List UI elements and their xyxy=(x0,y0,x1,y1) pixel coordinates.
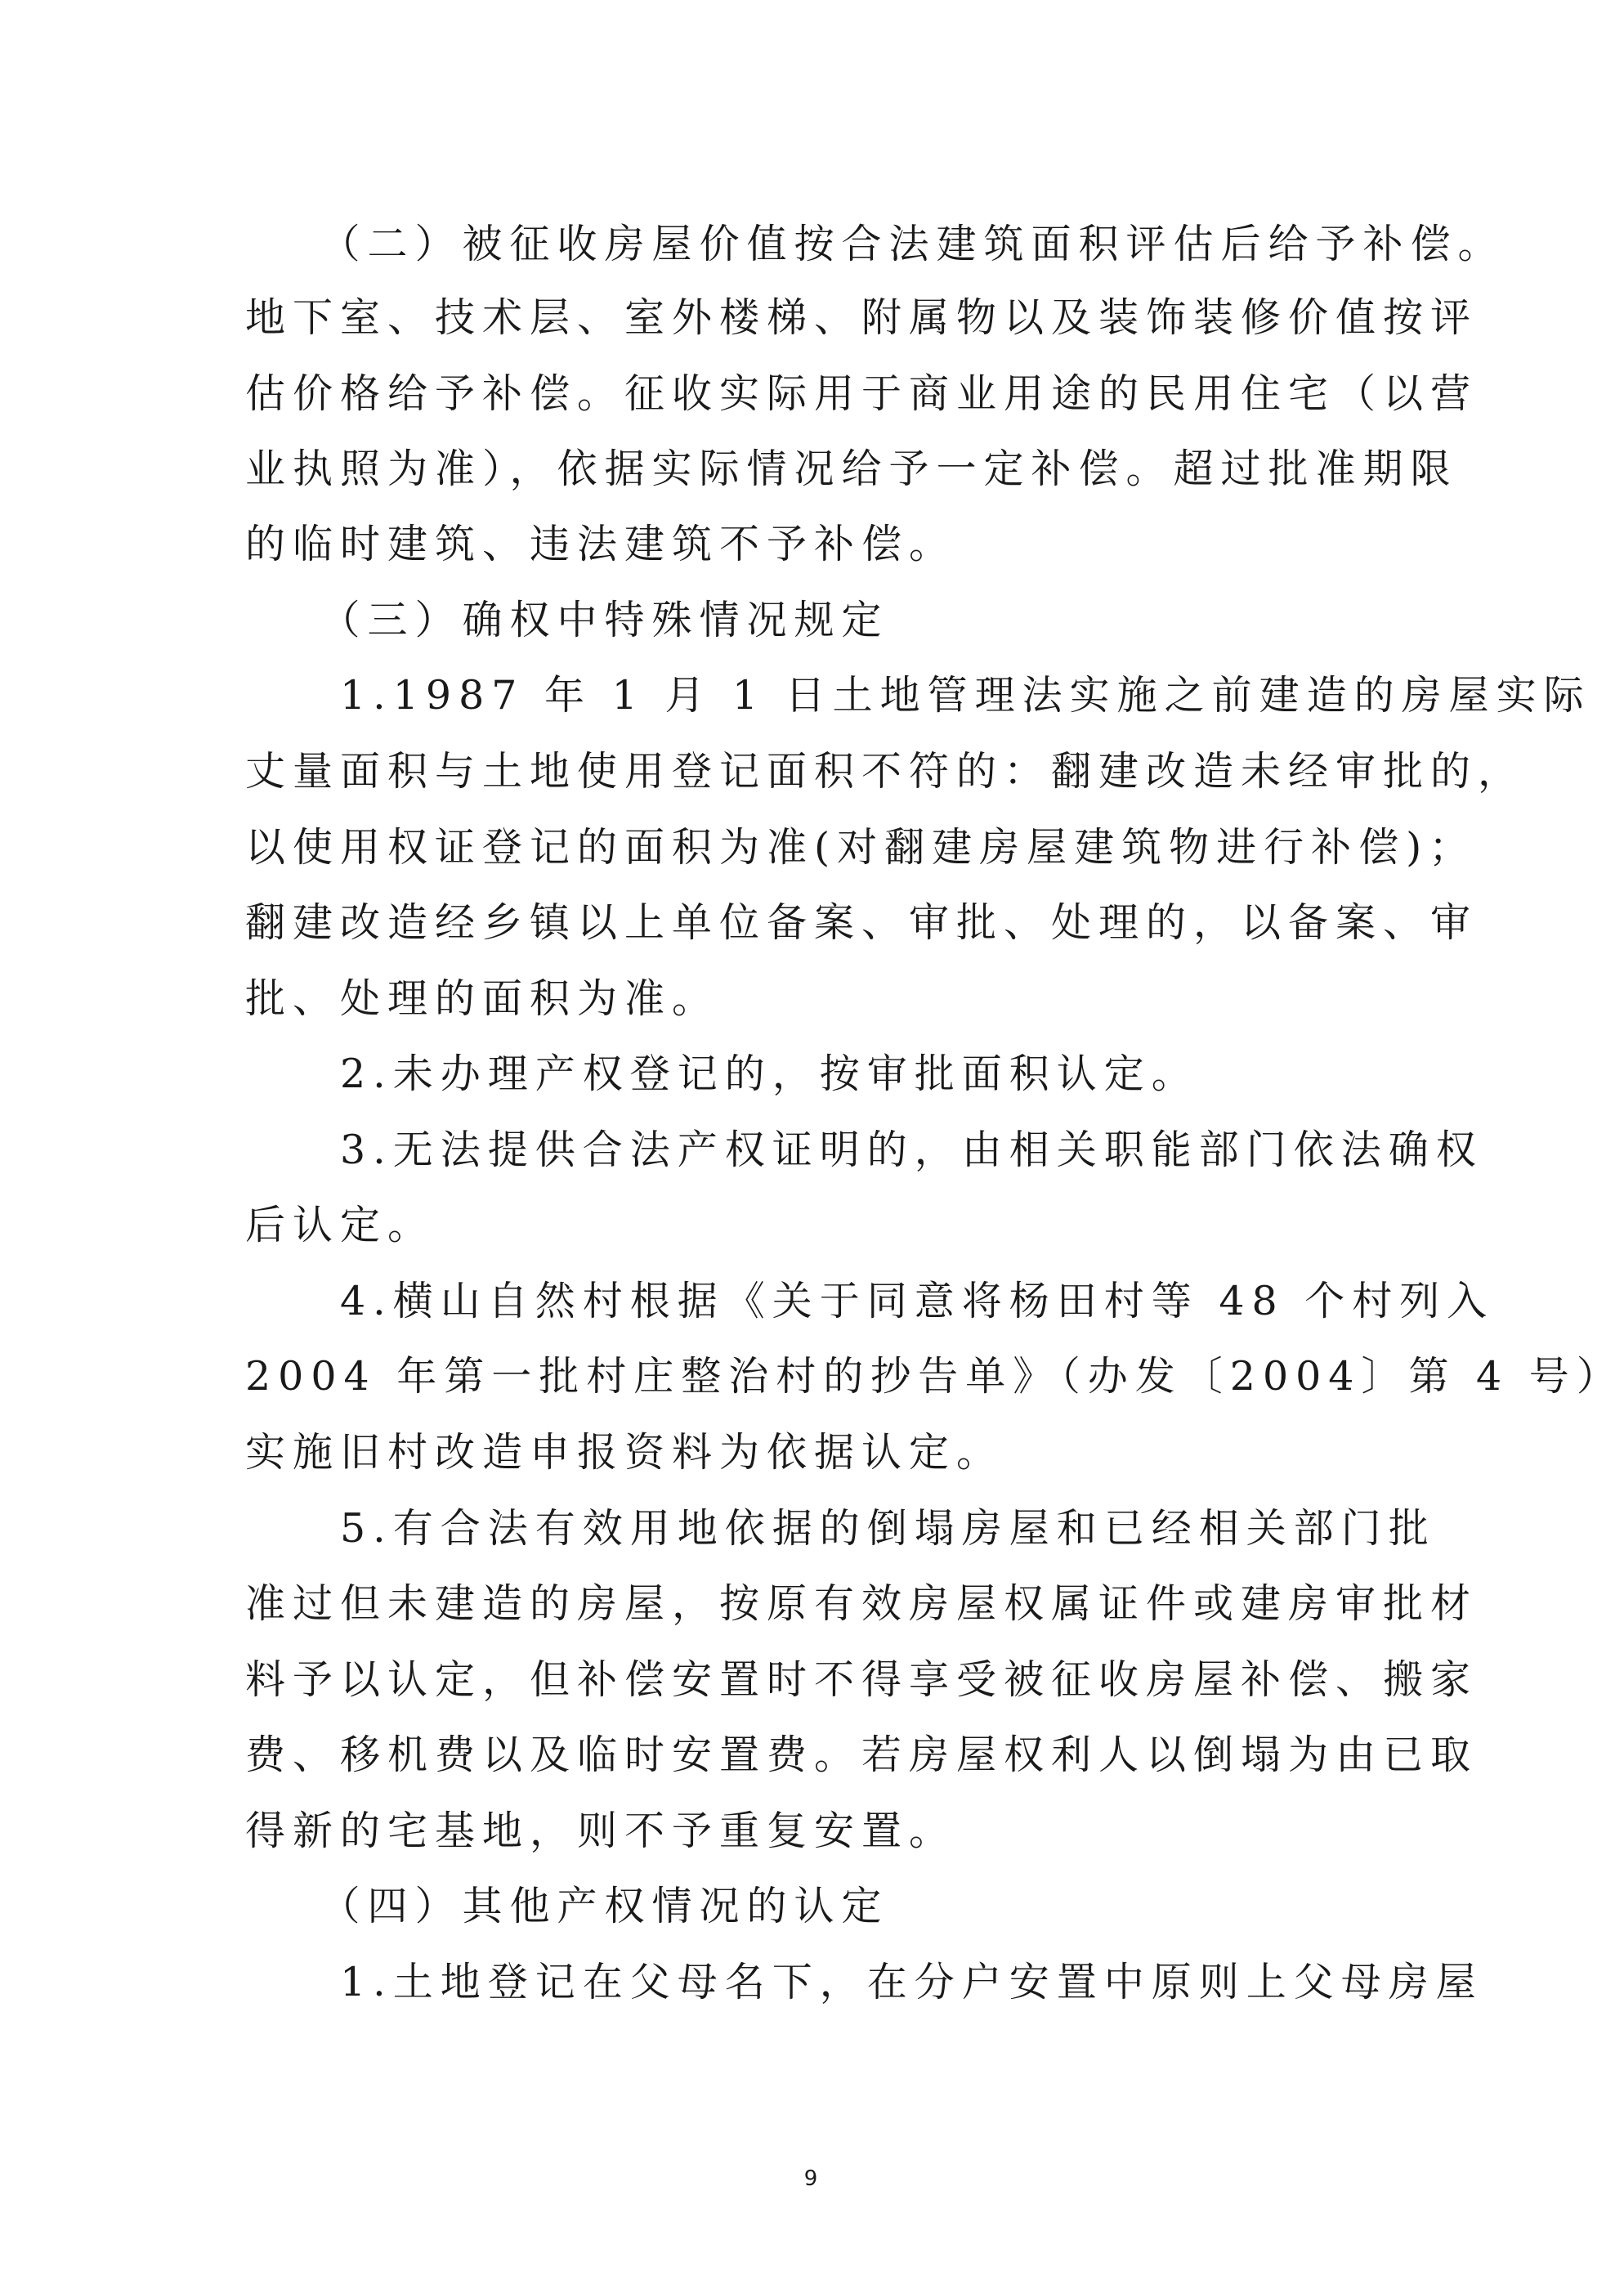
text-line: 2.未办理产权登记的，按审批面积认定。 xyxy=(245,1051,1199,1097)
section-heading: （三）确权中特殊情况规定 xyxy=(245,597,889,643)
text-line: 丈量面积与土地使用登记面积不符的：翻建改造未经审批的， xyxy=(245,748,1526,795)
text-line: （二）被征收房屋价值按合法建筑面积评估后给予补偿。 xyxy=(245,221,1505,267)
text-line: 准过但未建造的房屋，按原有效房屋权属证件或建房审批材 xyxy=(245,1580,1479,1627)
text-line: 5.有合法有效用地依据的倒塌房屋和已经相关部门批 xyxy=(245,1505,1436,1552)
text-line: 后认定。 xyxy=(245,1202,436,1248)
text-line: 2004 年第一批村庄整治村的抄告单》（办发〔2004〕第 4 号） xyxy=(245,1353,1624,1400)
text-line: 业执照为准），依据实际情况给予一定补偿。超过批准期限 xyxy=(245,446,1458,492)
text-line: 估价格给予补偿。征收实际用于商业用途的民用住宅（以营 xyxy=(245,370,1479,417)
text-line: 费、移机费以及临时安置费。若房屋权利人以倒塌为由已取 xyxy=(245,1732,1479,1778)
text-line: 得新的宅基地，则不予重复安置。 xyxy=(245,1808,957,1854)
text-line: 的临时建筑、违法建筑不予补偿。 xyxy=(245,521,957,567)
text-line: 3.无法提供合法产权证明的，由相关职能部门依法确权 xyxy=(245,1127,1483,1173)
page-number: 9 xyxy=(803,2166,818,2191)
text-line: 批、处理的面积为准。 xyxy=(245,975,720,1022)
text-line: 地下室、技术层、室外楼梯、附属物以及装饰装修价值按评 xyxy=(245,294,1479,341)
text-line: 翻建改造经乡镇以上单位备案、审批、处理的，以备案、审 xyxy=(245,899,1479,946)
text-line: 实施旧村改造申报资料为依据认定。 xyxy=(245,1429,1004,1476)
text-line: 1.1987 年 1 月 1 日土地管理法实施之前建造的房屋实际 xyxy=(245,672,1591,719)
text-line: 料予以认定，但补偿安置时不得享受被征收房屋补偿、搬家 xyxy=(245,1656,1479,1703)
text-line: 以使用权证登记的面积为准(对翻建房屋建筑物进行补偿)； xyxy=(245,824,1477,871)
text-line: 4.横山自然村根据《关于同意将杨田村等 48 个村列入 xyxy=(245,1278,1495,1324)
section-heading: （四）其他产权情况的认定 xyxy=(245,1883,889,1929)
text-line: 1.土地登记在父母名下，在分户安置中原则上父母房屋 xyxy=(245,1959,1483,2005)
